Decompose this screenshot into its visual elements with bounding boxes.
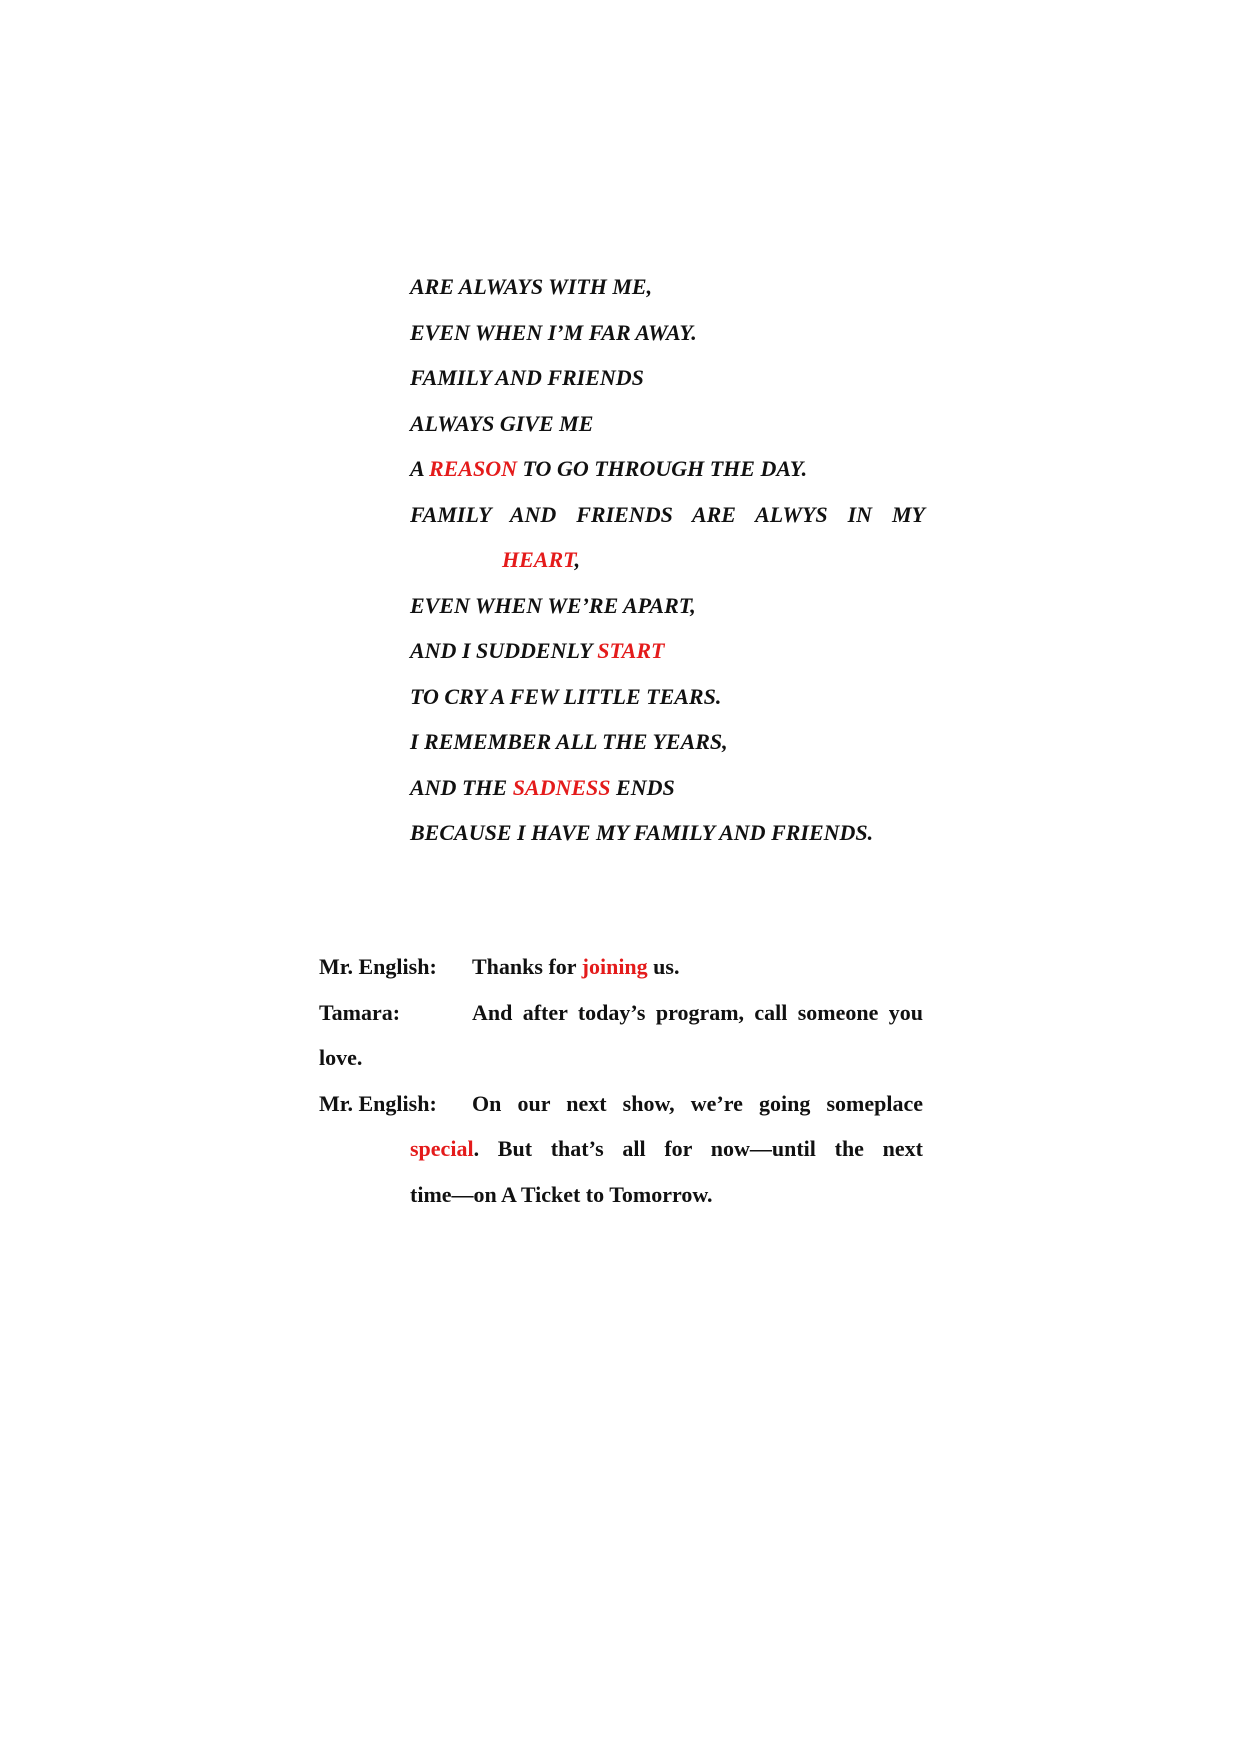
speech-text: On our next show, we’re going someplace xyxy=(472,1090,923,1116)
poem-line-7: HEART, xyxy=(502,547,581,572)
poem-line-6: FAMILY AND FRIENDS ARE ALWYS IN MY xyxy=(410,501,925,527)
highlight-word-sadness: SADNESS xyxy=(512,774,611,800)
poem-line-4: ALWAYS GIVE ME xyxy=(410,410,594,436)
dialogue-line-3 xyxy=(319,1035,923,1081)
poem-line-9: AND I SUDDENLY START xyxy=(410,638,665,663)
highlight-word-start: START xyxy=(597,638,665,663)
poem-line-8: EVEN WHEN WE’RE APART, xyxy=(410,592,696,618)
speaker-label: Tamara: xyxy=(319,999,401,1025)
speech-text: And after today’s program, call someone you xyxy=(472,999,923,1025)
poem-line-5: A REASON TO GO THROUGH THE DAY. xyxy=(410,456,808,481)
dialogue-line-5 xyxy=(319,1126,923,1172)
poem-line-10: TO CRY A FEW LITTLE TEARS. xyxy=(410,683,722,709)
highlight-word-heart: HEART xyxy=(502,547,575,572)
highlight-word-reason: REASON xyxy=(428,456,518,481)
speaker-label: Mr. English: xyxy=(319,1090,437,1116)
dialogue-line-6 xyxy=(319,1172,923,1218)
poem-line-2: EVEN WHEN I’M FAR AWAY. xyxy=(410,319,697,345)
poem-line-1: ARE ALWAYS WITH ME, xyxy=(410,274,653,299)
highlight-word-joining: joining xyxy=(581,954,648,979)
poem-line-13: BECAUSE I HAVE MY FAMILY AND FRIENDS. xyxy=(410,820,874,845)
highlight-word-special: special xyxy=(410,1136,474,1161)
speech-text: special. But that’s all for now—until the next xyxy=(410,1136,923,1161)
dialogue-line-4 xyxy=(319,1081,923,1127)
dialogue xyxy=(319,944,923,1217)
poem-line-12: AND THE SADNESS ENDS xyxy=(410,774,675,800)
dialogue-line-1 xyxy=(319,944,923,990)
speech-text: Thanks for joining us. xyxy=(472,954,680,979)
poem-line-3: FAMILY AND FRIENDS xyxy=(410,365,644,390)
speech-text: time—on A Ticket to Tomorrow. xyxy=(410,1181,713,1207)
poem xyxy=(410,264,925,856)
speech-text: love. xyxy=(319,1045,363,1070)
dialogue-line-2 xyxy=(319,990,923,1036)
poem-line-11: I REMEMBER ALL THE YEARS, xyxy=(410,729,728,754)
speaker-label: Mr. English: xyxy=(319,954,437,979)
